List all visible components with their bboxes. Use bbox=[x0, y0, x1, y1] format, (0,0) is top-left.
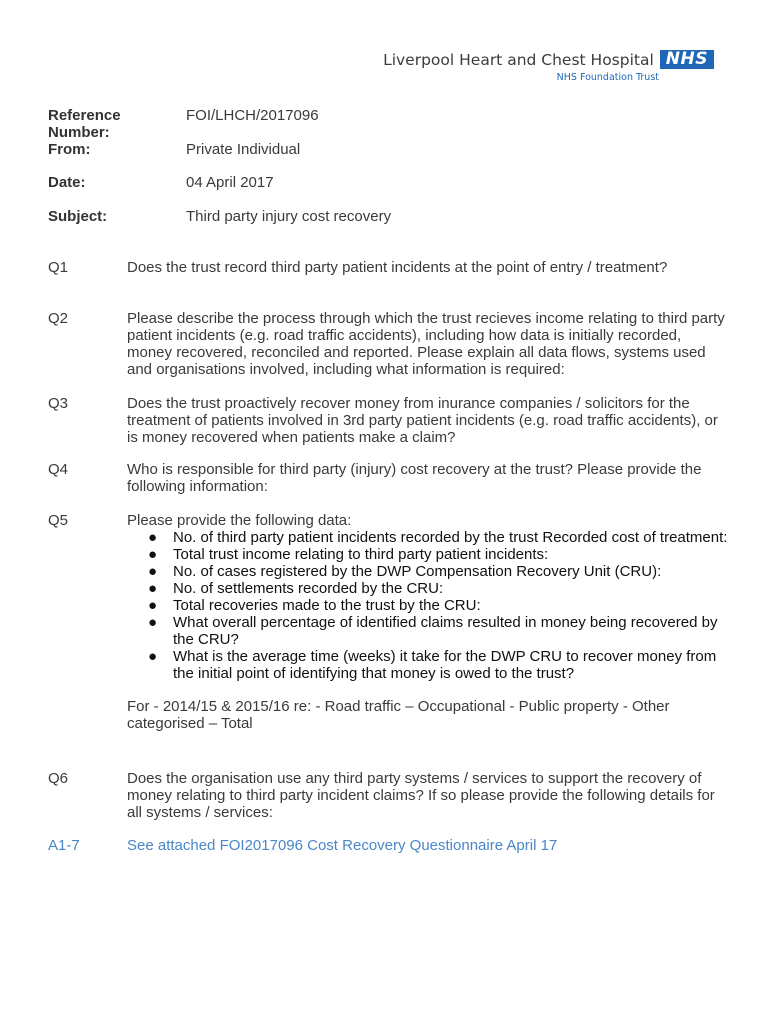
question-number: Q2 bbox=[48, 310, 69, 327]
question-text: Does the trust proactively recover money from inurance companies / solicitors for the treatment of patients involved in 3rd party patient incidents (e.g. road traffic accidents), or is money recovered when patients make a claim? bbox=[127, 395, 718, 446]
reference-value: FOI/LHCH/2017096 bbox=[186, 107, 319, 124]
bullet-icon: ● bbox=[148, 580, 158, 597]
question-number: Q5 bbox=[48, 512, 69, 529]
subject-label: Subject: bbox=[48, 208, 108, 225]
question-q5 bbox=[48, 512, 728, 732]
list-item: ● What is the average time (weeks) it take for the DWP CRU to recover money from the initial point of identifying that money is owed to the trust? bbox=[148, 648, 717, 682]
hospital-logo bbox=[383, 50, 714, 83]
answer-a1-7 bbox=[48, 837, 728, 854]
nhs-badge: NHS bbox=[660, 50, 714, 69]
hospital-name: Liverpool Heart and Chest Hospital bbox=[383, 50, 654, 69]
question-q3 bbox=[48, 395, 728, 446]
question-q2 bbox=[48, 310, 728, 378]
question-number: Q6 bbox=[48, 770, 69, 787]
bullet-icon: ● bbox=[148, 563, 158, 580]
bullet-icon: ● bbox=[148, 614, 158, 631]
list-item: ● No. of settlements recorded by the CRU: bbox=[148, 580, 444, 597]
list-item: ● No. of cases registered by the DWP Compensation Recovery Unit (CRU): bbox=[148, 563, 662, 580]
bullet-icon: ● bbox=[148, 546, 158, 563]
list-item: ● Total recoveries made to the trust by the CRU: bbox=[148, 597, 481, 614]
list-item: ● No. of third party patient incidents recorded by the trust Recorded cost of treatment: bbox=[148, 529, 728, 546]
list-item: ● Total trust income relating to third party patient incidents: bbox=[148, 546, 549, 563]
question-q4 bbox=[48, 461, 728, 495]
question-text: Please provide the following data: bbox=[127, 512, 352, 529]
data-period-note: For - 2014/15 & 2015/16 re: - Road traffic – Occupational - Public property - Other categorised – Total bbox=[127, 698, 670, 732]
from-label: From: bbox=[48, 141, 91, 158]
date-value: 04 April 2017 bbox=[186, 174, 274, 191]
question-text: Please describe the process through which the trust recieves income relating to third party patient incidents (e.g. road traffic accidents), including how data is initially recorded, money recovered, reconciled and reported. Please explain all data flows, systems used and organisations involved, including what information is required: bbox=[127, 310, 725, 378]
question-text: Does the trust record third party patient incidents at the point of entry / treatment? bbox=[127, 259, 668, 276]
question-number: Q4 bbox=[48, 461, 69, 478]
data-request-list bbox=[127, 529, 728, 682]
answer-text[interactable]: See attached FOI2017096 Cost Recovery Questionnaire April 17 bbox=[127, 837, 558, 854]
bullet-icon: ● bbox=[148, 597, 158, 614]
bullet-icon: ● bbox=[148, 529, 158, 546]
subject-value: Third party injury cost recovery bbox=[186, 208, 392, 225]
list-item: ● What overall percentage of identified claims resulted in money being recovered by the CRU? bbox=[148, 614, 718, 648]
date-label: Date: bbox=[48, 174, 86, 191]
from-value: Private Individual bbox=[186, 141, 301, 158]
bullet-icon: ● bbox=[148, 648, 158, 665]
question-q1 bbox=[48, 259, 728, 276]
question-text: Who is responsible for third party (injury) cost recovery at the trust? Please provide the following information: bbox=[127, 461, 702, 495]
answer-number: A1-7 bbox=[48, 837, 80, 854]
question-number: Q3 bbox=[48, 395, 69, 412]
question-text: Does the organisation use any third party systems / services to support the recovery of money relating to third party incident claims? If so please provide the following details for all systems / services: bbox=[127, 770, 715, 821]
question-number: Q1 bbox=[48, 259, 69, 276]
reference-label: Reference Number: bbox=[48, 107, 121, 141]
question-q6 bbox=[48, 770, 728, 821]
trust-name: NHS Foundation Trust bbox=[556, 72, 659, 83]
